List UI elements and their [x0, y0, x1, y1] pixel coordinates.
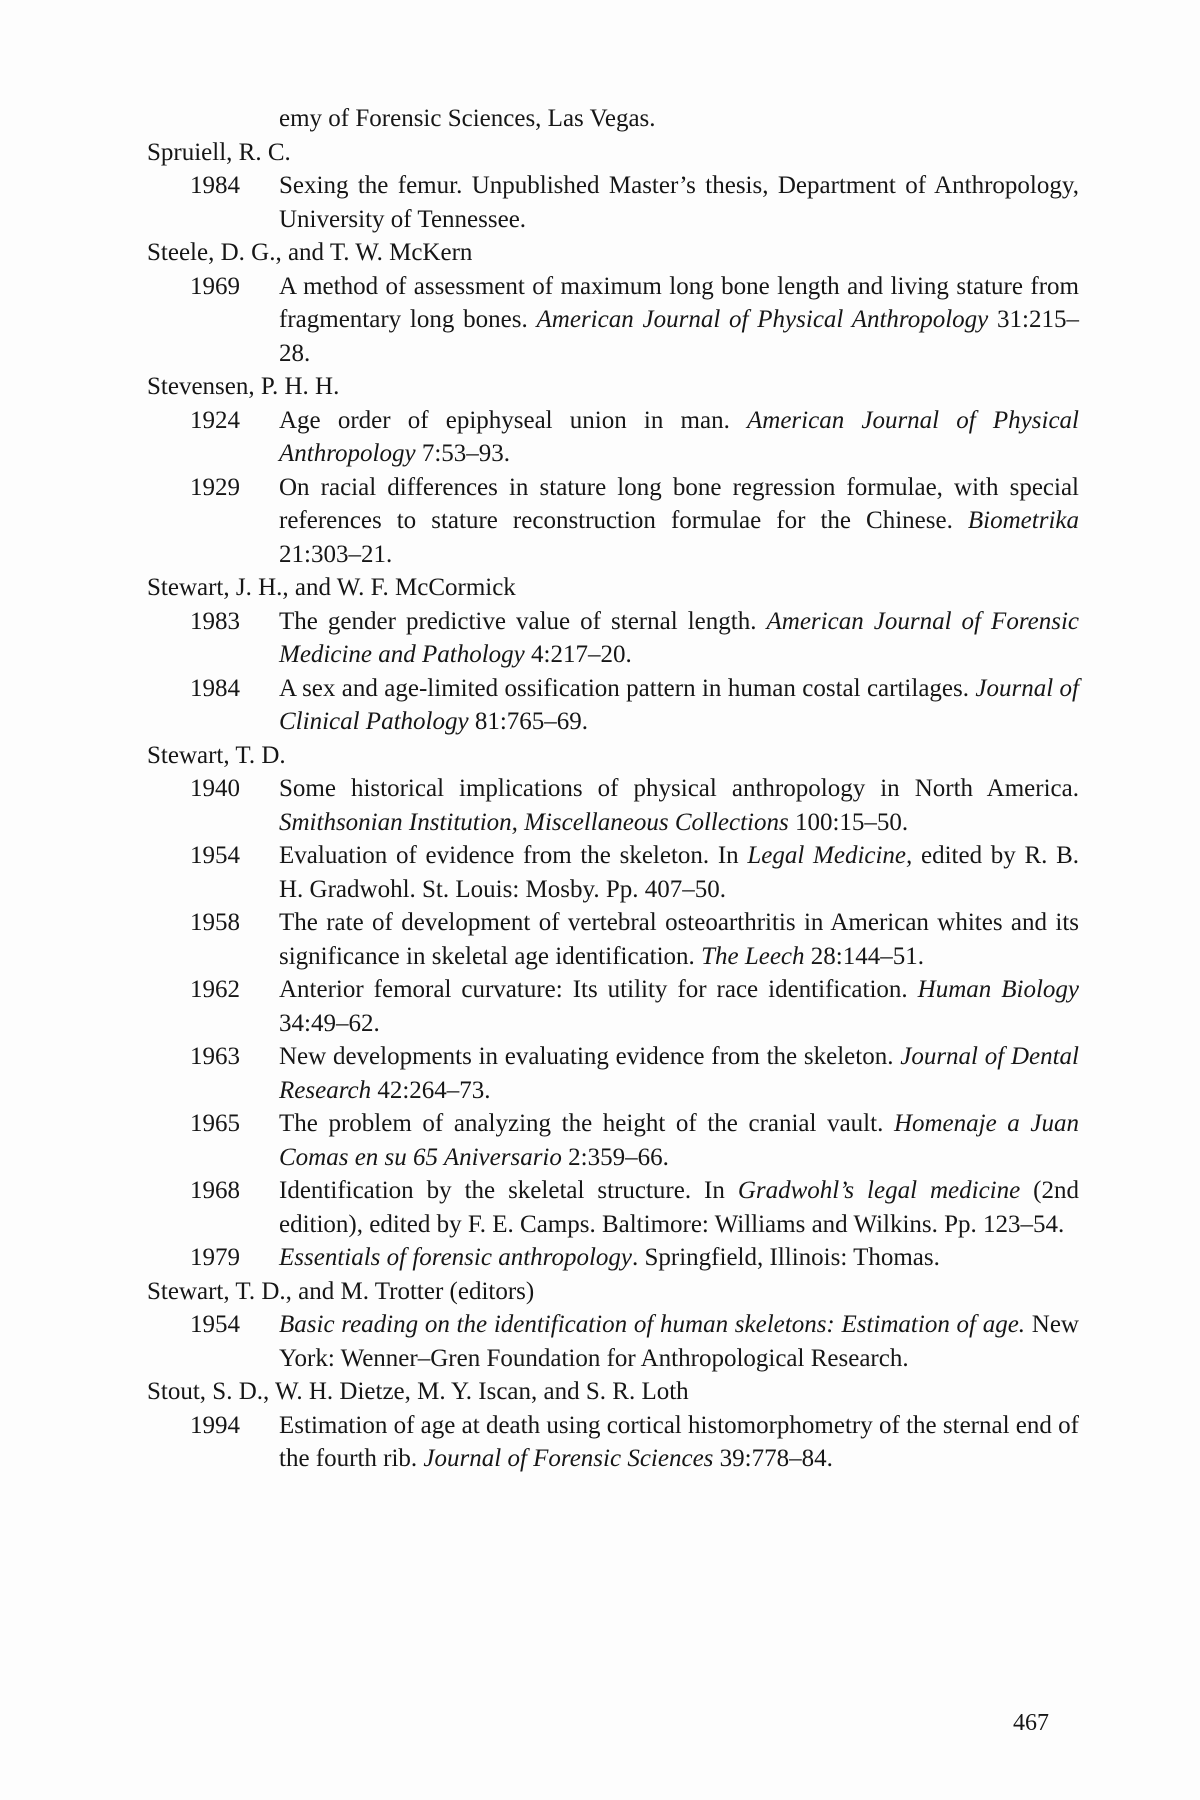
- reference-entry: [147, 270, 1087, 371]
- reference-entry: [147, 404, 1087, 471]
- citation-text: 31:215–28.: [279, 306, 1079, 367]
- reference-year: 1924: [190, 406, 240, 434]
- reference-citation: [279, 605, 1087, 672]
- reference-entry: [147, 1174, 1087, 1241]
- reference-citation: [279, 973, 1087, 1040]
- citation-title-italic: Journal of Clinical Pathology: [279, 674, 1080, 735]
- citation-text: 28:144–51.: [804, 942, 924, 970]
- citation-text: The rate of development of vertebral osteoarthritis in American whites and its significance in skeletal age identification.: [279, 909, 1079, 970]
- reference-entry: [147, 471, 1087, 572]
- citation-title-italic: Journal of Forensic Sciences: [423, 1445, 714, 1472]
- citation-title-italic: Human Biology: [917, 976, 1079, 1003]
- citation-text: The gender predictive value of sternal length.: [279, 607, 767, 635]
- reference-citation: [279, 471, 1087, 572]
- reference-year: 1940: [190, 775, 240, 802]
- reference-year: 1954: [190, 842, 240, 869]
- reference-author: Stewart, T. D.: [147, 741, 286, 769]
- citation-text: 34:49–62.: [279, 1009, 380, 1037]
- reference-year: 1929: [190, 473, 240, 501]
- reference-entry: [147, 1040, 1087, 1107]
- reference-year: 1954: [190, 1311, 240, 1338]
- citation-title-italic: Smithsonian Institution, Miscellaneous Collections: [279, 808, 789, 836]
- reference-entry: [147, 169, 1087, 236]
- reference-citation: [279, 772, 1087, 839]
- citation-text: A sex and age-limited ossification pattern in human costal cartilages.: [279, 674, 976, 702]
- reference-year: 1984: [190, 172, 240, 199]
- reference-citation: [279, 1107, 1087, 1174]
- citation-text: Age order of epiphyseal union in man.: [279, 406, 747, 434]
- reference-author: Stevensen, P. H. H.: [147, 373, 340, 400]
- citation-text: Sexing the femur. Unpublished Master’s thesis, Department of Anthropology, University of Tennessee.: [279, 172, 1079, 233]
- reference-entry: [147, 672, 1087, 739]
- citation-title-italic: American Journal of Forensic Medicine and Pathology: [279, 607, 1079, 668]
- citation-text: The problem of analyzing the height of the cranial vault.: [279, 1110, 894, 1137]
- reference-year: 1969: [190, 272, 240, 300]
- citation-title-italic: American Journal of Physical Anthropology: [279, 406, 1079, 467]
- citation-title-italic: Journal of Dental Research: [279, 1043, 1079, 1104]
- citation-title-italic: Basic reading on the identification of human skeletons: Estimation of age.: [279, 1311, 1026, 1338]
- citation-title-italic: American Journal of Physical Anthropology: [536, 306, 989, 333]
- citation-text: Evaluation of evidence from the skeleton. In: [279, 842, 748, 869]
- reference-author: Stewart, T. D., and M. Trotter (editors): [147, 1277, 535, 1305]
- citation-text: Some historical implications of physical anthropology in North America.: [279, 775, 1079, 802]
- reference-entry: [147, 605, 1087, 672]
- citation-text: 2:359–66.: [561, 1143, 669, 1171]
- reference-entry: [147, 973, 1087, 1040]
- reference-entries: [147, 136, 1087, 1476]
- reference-year: 1983: [190, 607, 240, 635]
- citation-title-italic: Legal Medicine,: [747, 842, 913, 869]
- citation-text: New York: Wenner–Gren Foundation for Anthropological Research.: [279, 1311, 1079, 1372]
- reference-year: 1979: [190, 1244, 240, 1271]
- citation-text: 39:778–84.: [713, 1445, 833, 1472]
- citation-text: Identification by the skeletal structure. In: [279, 1177, 738, 1204]
- reference-year: 1958: [190, 909, 240, 936]
- continued-reference-text: emy of Forensic Sciences, Las Vegas.: [279, 105, 656, 132]
- reference-author: Steele, D. G., and T. W. McKern: [147, 239, 473, 266]
- reference-author: Stewart, J. H., and W. F. McCormick: [147, 574, 516, 601]
- reference-year: 1994: [190, 1411, 240, 1439]
- reference-year: 1965: [190, 1110, 240, 1137]
- citation-text: 100:15–50.: [788, 808, 909, 836]
- citation-title-italic: Gradwohl’s legal medicine: [737, 1177, 1021, 1204]
- reference-citation: [279, 1308, 1087, 1375]
- reference-entry: [147, 1409, 1087, 1476]
- reference-citation: [279, 404, 1087, 471]
- citation-text: (2nd edition), edited by F. E. Camps. Baltimore: Williams and Wilkins. Pp. 123–54.: [279, 1177, 1079, 1238]
- citation-text: Estimation of age at death using cortical histomorphometry of the sternal end of the fourth rib.: [279, 1411, 1079, 1472]
- reference-citation: [279, 1040, 1087, 1107]
- reference-citation: [279, 672, 1087, 739]
- citation-text: 4:217–20.: [524, 641, 632, 668]
- reference-entry: [147, 906, 1087, 973]
- reference-author: Spruiell, R. C.: [147, 138, 291, 166]
- citation-text: New developments in evaluating evidence from the skeleton.: [279, 1043, 901, 1070]
- reference-year: 1968: [190, 1177, 240, 1204]
- reference-citation: [279, 1174, 1087, 1241]
- reference-citation: [279, 906, 1087, 973]
- reference-year: 1963: [190, 1043, 240, 1070]
- reference-citation: [279, 270, 1087, 371]
- reference-year: 1962: [190, 976, 240, 1003]
- page-number: 467: [1013, 1710, 1049, 1736]
- citation-text: On racial differences in stature long bone regression formulae, with special references to stature reconstruction formulae for the Chinese.: [279, 473, 1079, 534]
- reference-entry: [147, 772, 1087, 839]
- citation-title-italic: Biometrika: [967, 507, 1079, 534]
- reference-entry: [147, 1308, 1087, 1375]
- reference-entry: [147, 1107, 1087, 1174]
- reference-author: Stout, S. D., W. H. Dietze, M. Y. Iscan, and S. R. Loth: [147, 1378, 689, 1405]
- citation-text: Anterior femoral curvature: Its utility for race identification.: [279, 976, 918, 1003]
- citation-text: edited by R. B. H. Gradwohl. St. Louis: Mosby. Pp. 407–50.: [279, 842, 1080, 903]
- citation-title-italic: Homenaje a Juan Comas en su 65 Aniversario: [279, 1110, 1080, 1171]
- reference-list: [147, 102, 1087, 1476]
- citation-text: 7:53–93.: [415, 440, 511, 467]
- reference-citation: [279, 169, 1087, 236]
- reference-citation: [279, 1409, 1087, 1476]
- citation-text: 42:264–73.: [371, 1076, 491, 1104]
- citation-text: . Springfield, Illinois: Thomas.: [632, 1244, 940, 1271]
- reference-citation: [279, 839, 1087, 906]
- citation-title-italic: Essentials of forensic anthropology: [279, 1244, 632, 1271]
- reference-entry: [147, 1241, 1087, 1275]
- citation-text: A method of assessment of maximum long bone length and living stature from fragmentary long bones.: [279, 272, 1079, 333]
- citation-text: 81:765–69.: [468, 708, 589, 735]
- citation-title-italic: The Leech: [701, 942, 805, 970]
- reference-citation: [279, 1241, 1087, 1275]
- reference-year: 1984: [190, 674, 240, 702]
- reference-entry: [147, 839, 1087, 906]
- citation-text: 21:303–21.: [279, 540, 393, 568]
